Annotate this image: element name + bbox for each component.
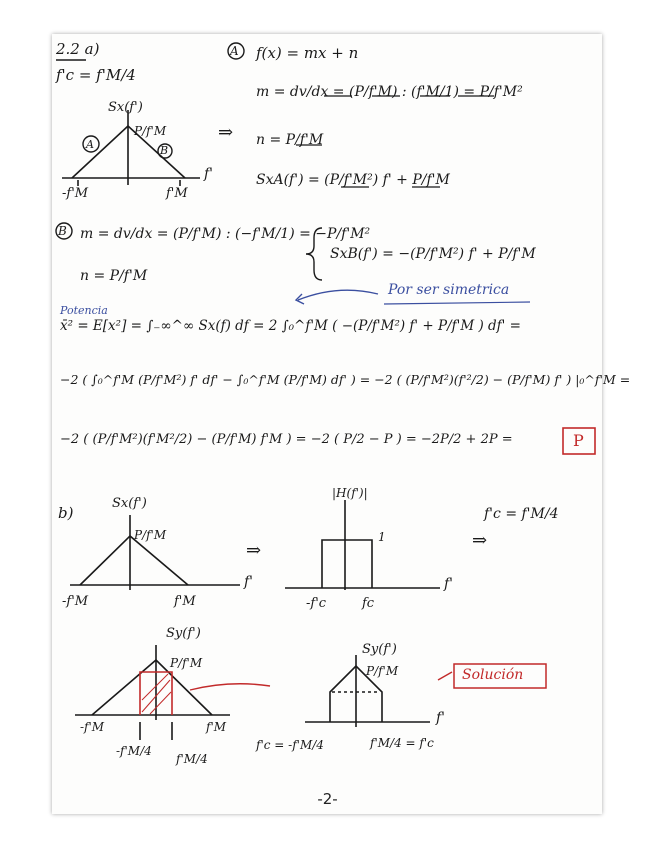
sxb-eq: SxB(f') = −(P/f'M²) f' + P/f'M <box>330 246 536 262</box>
solution-label: Solución <box>462 667 524 683</box>
fig-b3-quarter-neg: -f'M/4 <box>116 744 152 758</box>
blue-underline <box>384 302 530 304</box>
arrow-b2: ⇒ <box>472 530 488 551</box>
fig-b1-pos: f'M <box>174 594 196 609</box>
figure-b1-triangle <box>70 515 240 590</box>
fig-a-title: Sx(f') <box>108 100 143 115</box>
circle-b-label: B <box>160 144 169 157</box>
fig-b1-peak: P/f'M <box>134 528 167 542</box>
circle-a-label: A <box>86 138 94 151</box>
fig-b2-title: |H(f')| <box>332 486 368 500</box>
fig-b2-neg: -f'c <box>306 596 327 611</box>
slope-a: m = dv/dx = (P/f'M) : (f'M/1) = P/f'M² <box>256 84 523 100</box>
fig-b4-title: Sy(f') <box>362 642 397 657</box>
fig-b3-pos: f'M <box>206 720 227 734</box>
power-eq-3: −2 ( (P/f'M²)(f'M²/2) − (P/f'M) f'M ) = −2 ( P/2 − P ) = −2P/2 + 2P = <box>60 432 513 447</box>
figure-a-triangle <box>62 110 200 186</box>
fig-b3-peak: P/f'M <box>170 656 203 670</box>
blue-arrow <box>298 290 378 300</box>
circle-a-label-2: A <box>230 44 239 58</box>
power-eq-1: x̄² = E[x²] = ∫₋∞^∞ Sx(f) df = 2 ∫₀^f'M ( −(P/f'M²) f' + P/f'M ) df' = <box>60 318 521 334</box>
cutoff-definition: f'c = f'M/4 <box>56 66 136 84</box>
fig-a-peak: P/f'M <box>134 124 167 138</box>
fig-b1-neg: -f'M <box>62 594 89 609</box>
fig-b2-pos: fc <box>362 596 375 611</box>
symmetry-note: Por ser simetrica <box>388 282 510 298</box>
fig-b1-title: Sx(f') <box>112 496 147 511</box>
page-number: -2- <box>317 790 338 808</box>
fig-a-axis: f' <box>204 166 214 182</box>
power-result: P <box>573 431 584 450</box>
power-note: Potencia <box>60 304 108 317</box>
intercept-a: n = P/f'M <box>256 132 324 148</box>
fig-a-neg: -f'M <box>62 186 89 201</box>
fig-b1-axis: f' <box>244 574 254 590</box>
circle-b-label-2: B <box>58 224 67 238</box>
red-arrow <box>190 684 270 690</box>
implies-arrow: ⇒ <box>218 122 234 143</box>
fig-a-pos: f'M <box>166 186 188 201</box>
sxa-eq: SxA(f') = (P/f'M²) f' + P/f'M <box>256 172 450 188</box>
fig-b3-title: Sy(f') <box>166 626 201 641</box>
arrow-b1: ⇒ <box>246 540 262 561</box>
line-eq: f(x) = mx + n <box>256 44 359 62</box>
fig-b2-one: 1 <box>378 530 386 544</box>
fig-b3-neg: -f'M <box>80 720 105 734</box>
problem-label: 2.2 a) <box>56 40 100 58</box>
figure-b2-filter <box>285 500 440 590</box>
fig-b4-peak: P/f'M <box>366 664 399 678</box>
fig-b4-fc2: f'M/4 = f'c <box>370 736 434 750</box>
fig-b3-quarter-pos: f'M/4 <box>176 752 208 766</box>
fig-b4-fc: f'c = -f'M/4 <box>256 738 324 752</box>
power-eq-2: −2 ( ∫₀^f'M (P/f'M²) f' df' − ∫₀^f'M (P/f'M) df' ) = −2 ( (P/f'M²)(f'²/2) − (P/f'M) f' ) |₀^f'M = <box>60 372 631 387</box>
slope-b: m = dv/dx = (P/f'M) : (−f'M/1) = −P/f'M² <box>80 226 371 242</box>
fig-b4-axis: f' <box>436 710 446 726</box>
cutoff-eq: f'c = f'M/4 <box>484 506 559 522</box>
part-b-label: b) <box>58 504 74 522</box>
intercept-b: n = P/f'M <box>80 268 148 284</box>
fig-b2-axis: f' <box>444 576 454 592</box>
